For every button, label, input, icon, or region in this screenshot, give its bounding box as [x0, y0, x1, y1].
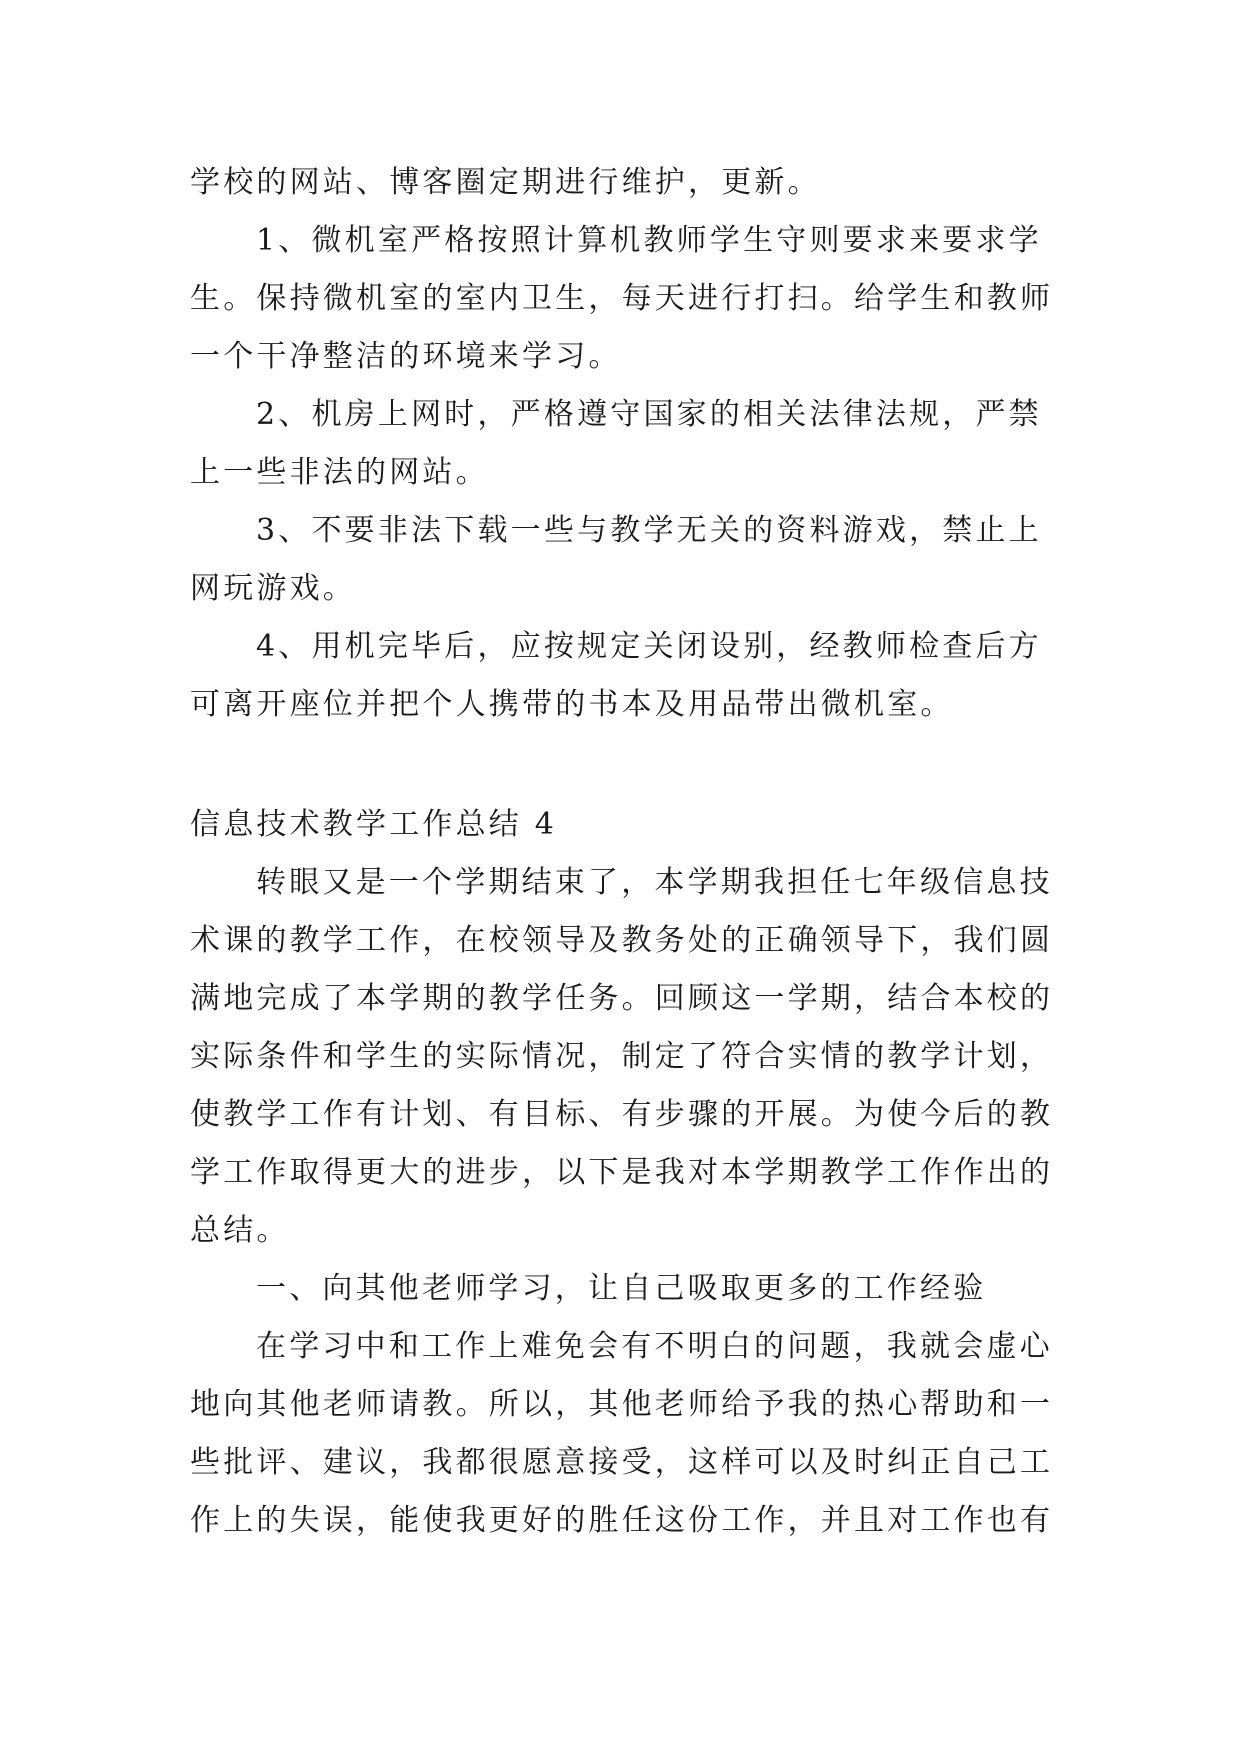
subheading: 一、向其他老师学习，让自己吸取更多的工作经验 — [256, 1271, 987, 1306]
paragraph-line: 地向其他老师请教。所以，其他老师给予我的热心帮助和一 — [190, 1387, 1054, 1422]
list-item-3-line: 网玩游戏。 — [190, 571, 356, 606]
section-heading: 信息技术教学工作总结 4 — [190, 807, 558, 842]
paragraph-line: 些批评、建议，我都很愿意接受，这样可以及时纠正自己工 — [190, 1445, 1054, 1480]
intro-paragraph-line: 转眼又是一个学期结束了，本学期我担任七年级信息技 — [256, 865, 1053, 900]
list-item-1-line: 生。保持微机室的室内卫生，每天进行打扫。给学生和教师 — [190, 281, 1054, 316]
intro-paragraph-line: 使教学工作有计划、有目标、有步骤的开展。为使今后的教 — [190, 1097, 1054, 1132]
list-item-4-line: 可离开座位并把个人携带的书本及用品带出微机室。 — [190, 687, 954, 722]
list-item-1-line: 一个干净整洁的环境来学习。 — [190, 339, 622, 374]
list-item-2-line: 2、机房上网时，严格遵守国家的相关法律法规，严禁 — [256, 397, 1042, 432]
intro-paragraph-line: 术课的教学工作，在校领导及教务处的正确领导下，我们圆 — [190, 923, 1054, 958]
list-item-2-line: 上一些非法的网站。 — [190, 455, 489, 490]
section-gap — [190, 734, 1060, 796]
intro-paragraph-line: 满地完成了本学期的教学任务。回顾这一学期，结合本校的 — [190, 981, 1054, 1016]
text-line: 学校的网站、博客圈定期进行维护，更新。 — [190, 165, 821, 200]
paragraph-line: 在学习中和工作上难免会有不明白的问题，我就会虚心 — [256, 1329, 1053, 1364]
paragraph-line: 作上的失误，能使我更好的胜任这份工作，并且对工作也有 — [190, 1503, 1054, 1538]
intro-paragraph-line: 学工作取得更大的进步，以下是我对本学期教学工作作出的 — [190, 1155, 1054, 1190]
intro-paragraph-line: 实际条件和学生的实际情况，制定了符合实情的教学计划， — [190, 1039, 1054, 1074]
intro-paragraph-line: 总结。 — [190, 1213, 290, 1248]
list-item-1-line: 1、微机室严格按照计算机教师学生守则要求来要求学 — [256, 223, 1042, 258]
list-item-4-line: 4、用机完毕后，应按规定关闭设别，经教师检查后方 — [256, 629, 1042, 664]
document-content — [190, 154, 1060, 1550]
list-item-3-line: 3、不要非法下载一些与教学无关的资料游戏，禁止上 — [256, 513, 1042, 548]
